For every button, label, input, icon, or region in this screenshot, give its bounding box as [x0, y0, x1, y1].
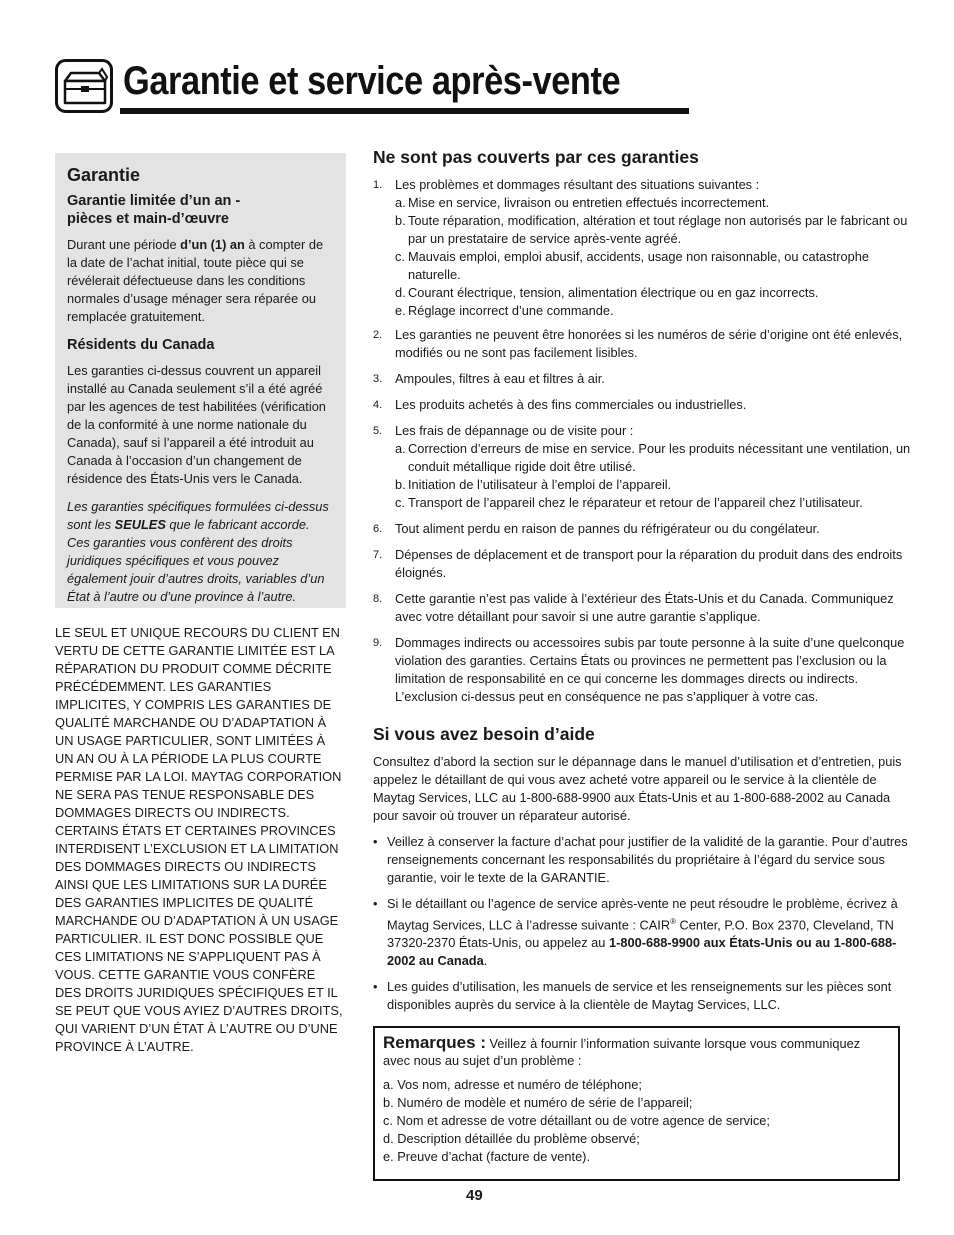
- limited-text-part2: à compter de la date de l’achat initial, toute pièce qui se révélerait défectueuse dans les conditions normales d’usage ménager sera réparée ou remplacée gratuitement.: [67, 237, 324, 324]
- item-number: 2.: [373, 329, 383, 341]
- bullet-dot: •: [373, 979, 378, 995]
- italic-part2: que le fabricant accorde. Ces garanties vous confèrent des droits juridiques spécifiques et vous pouvez également jouir d’autres droits, variables d’un État à l’autre ou d’une province à l’autre.: [67, 517, 325, 604]
- page-title: Garantie et service après-vente: [123, 59, 621, 103]
- sub-text: Mise en service, livraison ou entretien effectués incorrectement.: [408, 195, 770, 210]
- bullet-dot: •: [373, 896, 378, 911]
- sub-letter: c.: [395, 495, 405, 510]
- item-text: Dommages indirects ou accessoires subis par toute personne à la suite d’une quelconque violation des garanties. Certains États ou provinces ne permettent pas l’exclusion ou la limitation de responsabilité en ce qui concerne les dommages directs ou indirects. L’exclusion ci-dessus peut en conséquence ne pas s’appliquer à votre cas.: [395, 635, 905, 704]
- item-number: 4.: [373, 399, 383, 411]
- sub-letter: b.: [395, 213, 406, 228]
- sub-item: [395, 476, 913, 494]
- item-number: 8.: [373, 593, 383, 605]
- toolbox-icon: [55, 59, 113, 113]
- list-item: e. Preuve d’achat (facture de vente).: [383, 1149, 590, 1164]
- notes-list: [383, 1076, 890, 1166]
- sub-text: Toute réparation, modification, altération et tout réglage non autorisés par le fabricant ou par un prestataire de service après-vente agréé.: [408, 213, 908, 246]
- sub-item: [395, 284, 913, 302]
- list-item: [373, 546, 913, 582]
- page-number: 49: [466, 1187, 483, 1204]
- help-intro: Consultez d’abord la section sur le dépannage dans le manuel d’utilisation et d’entretien, puis appelez le détaillant de qui vous avez acheté votre appareil ou le service à la clientèle de Maytag Services, LLC au 1-800-688-9900 aux États-Unis et au 1-800-688-2002 au Canada pour savoir où trouver un réparateur autorisé.: [373, 754, 902, 823]
- help-heading: Si vous avez besoin d’aide: [373, 724, 595, 744]
- list-item: [373, 634, 913, 706]
- item-number: 5.: [373, 425, 383, 437]
- list-item: b. Numéro de modèle et numéro de série de l’appareil;: [383, 1095, 693, 1110]
- registered-mark: ®: [670, 917, 676, 926]
- item-text: Dépenses de déplacement et de transport pour la réparation du produit dans des endroits éloignés.: [395, 547, 903, 580]
- page-header: [55, 55, 635, 117]
- item-number: 1.: [373, 179, 383, 191]
- exclusions-list: [373, 176, 913, 706]
- help-bullet: [373, 833, 913, 887]
- help-bullet: [373, 895, 913, 970]
- item-text: Tout aliment perdu en raison de pannes du réfrigérateur ou du congélateur.: [395, 521, 820, 536]
- sub-text: Courant électrique, tension, alimentation électrique ou en gaz incorrects.: [408, 285, 819, 300]
- warranty-heading: Garantie: [67, 165, 141, 185]
- sub-item: [395, 494, 913, 512]
- phone-numbers: 1-800-688-9900 aux États-Unis ou au 1-800-688-2002 au Canada: [387, 935, 897, 969]
- bullet-text: .: [483, 953, 488, 969]
- sub-item: [395, 194, 913, 212]
- specific-warranties-text: [67, 498, 334, 606]
- notes-intro: [383, 1034, 890, 1069]
- sub-letter: e.: [395, 303, 406, 318]
- sub-letter: a.: [395, 441, 406, 456]
- item-number: 6.: [373, 523, 383, 535]
- sub-item: [395, 248, 913, 284]
- list-item: c. Nom et adresse de votre détaillant ou de votre agence de service;: [383, 1113, 770, 1128]
- notes-intro-text: Veillez à fournir l’information suivante lorsque vous communiquez avec nous au sujet d’un problème :: [383, 1036, 861, 1068]
- list-item: [373, 520, 913, 538]
- bullet-dot: •: [373, 834, 378, 849]
- list-item: [373, 370, 913, 388]
- bullet-text: Center, P.O. Box 2370, Cleveland, TN 37320-2370 États-Unis, ou appelez au: [387, 917, 894, 951]
- list-item: [373, 590, 913, 626]
- sub-text: Correction d’erreurs de mise en service. Pour les produits nécessitant une ventilation, un conduit métallique rigide doit être utilisé.: [408, 441, 911, 474]
- item-text: Ampoules, filtres à eau et filtres à air.: [395, 371, 605, 386]
- canada-heading: Résidents du Canada: [67, 337, 215, 353]
- item-text: Les frais de dépannage ou de visite pour :: [395, 423, 634, 438]
- item-number: 7.: [373, 549, 383, 561]
- sub-letter: c.: [395, 249, 405, 264]
- sub-letter: b.: [395, 477, 406, 492]
- italic-bold: SEULES: [114, 517, 166, 532]
- limited-warranty-text: [67, 236, 334, 326]
- canada-text: Les garanties ci-dessus couvrent un appareil installé au Canada seulement s’il a été agréé par les agences de test habilitées (vérification de la conformité à une norme nationale du Canada), sauf si l’appareil a été introduit au Canada à l’occasion d’un changement de résidence des États-Unis vers le Canada.: [67, 363, 326, 486]
- list-item: [373, 422, 913, 512]
- sub-letter: d.: [395, 285, 406, 300]
- sub-text: Initiation de l’utilisateur à l’emploi de l’appareil.: [408, 477, 672, 492]
- limited-text-part1: Durant une période: [67, 237, 181, 252]
- item-number: 9.: [373, 637, 383, 649]
- sub-item: [395, 212, 913, 248]
- list-item: [373, 176, 913, 320]
- item-number: 3.: [373, 373, 383, 385]
- list-item: [373, 326, 913, 362]
- limited-warranty-heading: Garantie limitée d’un an - pièces et main-d’œuvre: [67, 193, 241, 227]
- sub-text: Réglage incorrect d’une commande.: [408, 303, 614, 318]
- warranty-box: [55, 153, 346, 608]
- title-underline: [120, 108, 689, 114]
- item-text: Cette garantie n’est pas valide à l’extérieur des États-Unis et du Canada. Communiquez avec votre détaillant pour savoir si une autre garantie s’applique.: [395, 591, 894, 624]
- limited-text-bold: d’un (1) an: [180, 237, 245, 252]
- bullet-text: Si le détaillant ou l’agence de service après-vente ne peut résoudre le problème, écrivez à Maytag Services, LLC à l’adresse suivante : CAIR: [387, 896, 898, 933]
- notes-box: [373, 1026, 900, 1181]
- italic-part1: Les garanties spécifiques formulées ci-dessus sont les: [67, 499, 329, 532]
- exclusions-heading: Ne sont pas couverts par ces garanties: [373, 147, 699, 167]
- item-text: Les produits achetés à des fins commerciales ou industrielles.: [395, 397, 747, 412]
- sub-letter: a.: [395, 195, 406, 210]
- sub-text: Transport de l’appareil chez le réparateur et retour de l’appareil chez l’utilisateur.: [408, 495, 863, 510]
- item-text: Les garanties ne peuvent être honorées si les numéros de série d’origine ont été enlevés, modifiés ou ne sont pas facilement lisibles.: [395, 327, 903, 360]
- exclusive-remedy-text: LE SEUL ET UNIQUE RECOURS DU CLIENT EN VERTU DE CETTE GARANTIE LIMITÉE EST LA RÉPARATION DU PRODUIT COMME DÉCRITE PRÉCÉDEMMENT. LES GARANTIES IMPLICITES, Y COMPRIS LES GARANTIES DE QUALITÉ MARCHANDE OU D’ADAPTATION À UN USAGE PARTICULIER, SONT LIMITÉES À UN AN OU À LA PÉRIODE LA PLUS COURTE PERMISE PAR LA LOI. MAYTAG CORPORATION NE SERA PAS TENUE RESPONSABLE DES DOMMAGES DIRECTS OU INDIRECTS. CERTAINS ÉTATS ET CERTAINES PROVINCES INTERDISENT L’EXCLUSION ET LA LIMITATION DES DOMMAGES DIRECTS OU INDIRECTS AINSI QUE LES LIMITATIONS SUR LA DURÉE DES GARANTIES IMPLICITES DE QUALITÉ MARCHANDE OU D’ADAPTATION À UN USAGE PARTICULIER. IL EST DONC POSSIBLE QUE CES LIMITATIONS NE S’APPLIQUENT PAS À VOUS. CETTE GARANTIE VOUS CONFÈRE DES DROITS JURIDIQUES SPÉCIFIQUES ET IL SE PEUT QUE VOUS AYIEZ D’AUTRES DROITS, QUI VARIENT D’UN ÉTAT À L’AUTRE OU D’UNE PROVINCE À L’AUTRE.: [55, 625, 343, 1054]
- notes-heading: Remarques :: [383, 1033, 486, 1052]
- left-column: [55, 153, 346, 1056]
- sub-item: [395, 302, 913, 320]
- bullet-text: Les guides d’utilisation, les manuels de service et les renseignements sur les pièces sont disponibles auprès du service à la clientèle de Maytag Services, LLC.: [387, 979, 892, 1013]
- list-item: d. Description détaillée du problème observé;: [383, 1131, 640, 1146]
- bullet-text: Veillez à conserver la facture d’achat pour justifier de la validité de la garantie. Pour d’autres renseignements concernant les responsabilités du propriétaire à l’égard du service sous garantie, voir le texte de la GARANTIE.: [387, 834, 908, 885]
- item-text: Les problèmes et dommages résultant des situations suivantes :: [395, 177, 760, 192]
- list-item: a. Vos nom, adresse et numéro de téléphone;: [383, 1077, 642, 1092]
- help-bullet: [373, 978, 913, 1014]
- list-item: [373, 396, 913, 414]
- sub-text: Mauvais emploi, emploi abusif, accidents, usage non raisonnable, ou catastrophe naturelle.: [408, 249, 869, 282]
- sub-item: [395, 440, 913, 476]
- right-column: [373, 147, 913, 1022]
